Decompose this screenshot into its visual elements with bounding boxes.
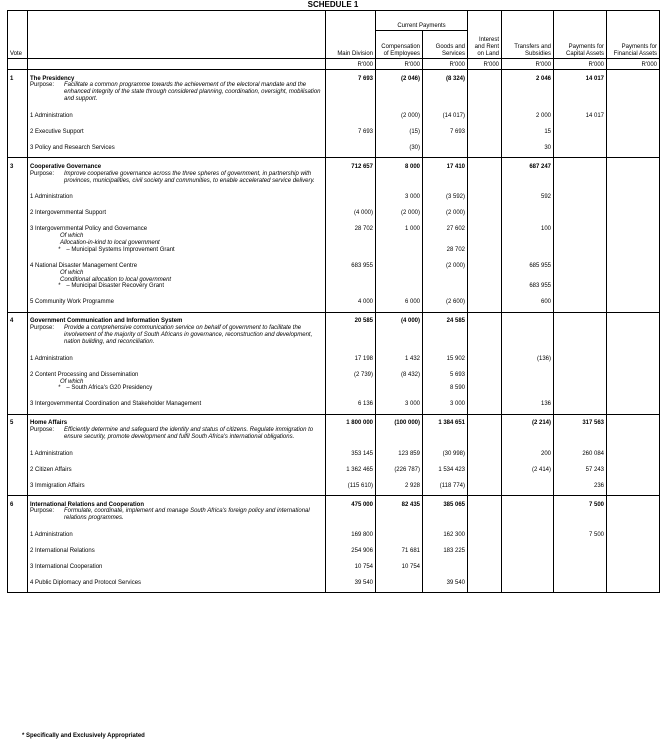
value-cell: 4 000	[326, 299, 376, 306]
vote-number: 3	[8, 164, 28, 171]
value-cell: 1 000	[376, 226, 423, 233]
vote-name: The Presidency	[28, 76, 326, 83]
value-cell	[502, 210, 554, 217]
value-cell	[326, 113, 376, 120]
value-cell	[376, 580, 423, 587]
value-cell: 1 384 651	[423, 420, 468, 427]
vote-name: Cooperative Governance	[28, 164, 326, 171]
value-cell: (4 000)	[326, 210, 376, 217]
value-cell	[468, 401, 502, 408]
value-cell	[423, 564, 468, 571]
programme-label: 3 International Cooperation	[28, 564, 326, 571]
value-cell: 2 046	[502, 76, 554, 83]
value-cell	[326, 247, 376, 254]
value-cell: 712 657	[326, 164, 376, 171]
value-cell: 8 000	[376, 164, 423, 171]
value-cell: 6 136	[326, 401, 376, 408]
purpose-label: Purpose:	[30, 508, 55, 515]
programme-row	[8, 145, 660, 152]
value-cell: 1 362 465	[326, 467, 376, 474]
programme-row	[8, 532, 660, 539]
value-cell	[468, 194, 502, 201]
value-cell	[502, 548, 554, 555]
programme-label: 4 Public Diplomacy and Protocol Services	[28, 580, 326, 587]
value-cell: 14 017	[554, 76, 607, 83]
value-cell: (226 787)	[376, 467, 423, 474]
value-cell	[423, 145, 468, 152]
value-cell	[607, 129, 660, 136]
programme-row	[8, 226, 660, 233]
capital-assets-header: Payments for Capital Assets	[554, 11, 607, 59]
value-cell: (2 414)	[502, 467, 554, 474]
value-cell: 2 000	[502, 113, 554, 120]
programme-label: 3 Intergovernmental Coordination and Stakeholder Management	[28, 401, 326, 408]
value-cell	[607, 385, 660, 392]
value-cell: 7 500	[554, 502, 607, 509]
value-cell: (100 000)	[376, 420, 423, 427]
vote-row	[8, 76, 660, 83]
value-cell	[607, 318, 660, 325]
programme-label: 1 Administration	[28, 356, 326, 363]
value-cell	[554, 194, 607, 201]
value-cell	[607, 532, 660, 539]
value-cell	[468, 451, 502, 458]
vote-purpose	[28, 82, 326, 103]
value-cell	[468, 532, 502, 539]
goods-services-header: Goods and Services	[423, 31, 468, 59]
value-cell	[607, 283, 660, 290]
value-cell	[326, 283, 376, 290]
transfers-header: Transfers and Subsidies	[502, 11, 554, 59]
value-cell	[607, 263, 660, 270]
value-cell: 260 084	[554, 451, 607, 458]
value-cell: 254 906	[326, 548, 376, 555]
current-payments-header: Current Payments	[376, 11, 468, 31]
sub-label	[28, 270, 326, 277]
sub-text: Of which	[60, 269, 84, 276]
value-cell: 2 928	[376, 483, 423, 490]
value-cell	[607, 467, 660, 474]
value-cell: 30	[502, 145, 554, 152]
interest-header: Interest and Rent on Land	[468, 11, 502, 59]
value-cell	[607, 420, 660, 427]
value-cell	[554, 299, 607, 306]
value-cell: 6 000	[376, 299, 423, 306]
value-cell: (2 000)	[423, 210, 468, 217]
value-cell: (2 214)	[502, 420, 554, 427]
programme-row	[8, 467, 660, 474]
programme-label: 3 Immigration Affairs	[28, 483, 326, 490]
sub-text: Of which	[60, 378, 84, 385]
programme-row	[8, 483, 660, 490]
programme-label: 2 International Relations	[28, 548, 326, 555]
value-cell: 14 017	[554, 113, 607, 120]
value-cell: 5 693	[423, 372, 468, 379]
main-division-header: Main Division	[326, 11, 376, 59]
programme-row	[8, 401, 660, 408]
value-cell: (115 610)	[326, 483, 376, 490]
value-cell: (30 998)	[423, 451, 468, 458]
value-cell: (2 739)	[326, 372, 376, 379]
programme-label: 5 Community Work Programme	[28, 299, 326, 306]
value-cell	[468, 76, 502, 83]
vote-row	[8, 164, 660, 171]
unit-label: R'000	[554, 59, 607, 70]
value-cell	[376, 532, 423, 539]
vote-name: International Relations and Cooperation	[28, 502, 326, 509]
value-cell: 353 145	[326, 451, 376, 458]
value-cell	[554, 385, 607, 392]
sub-label	[28, 277, 326, 284]
value-cell	[607, 113, 660, 120]
value-cell	[376, 283, 423, 290]
value-cell	[468, 299, 502, 306]
programme-label: 3 Intergovernmental Policy and Governance	[28, 226, 326, 233]
value-cell	[502, 580, 554, 587]
value-cell	[554, 145, 607, 152]
programme-label: 1 Administration	[28, 113, 326, 120]
programme-row	[8, 299, 660, 306]
sub-row	[8, 270, 660, 277]
programme-row	[8, 580, 660, 587]
sub-row	[8, 277, 660, 284]
value-cell	[468, 283, 502, 290]
value-cell: 7 693	[326, 76, 376, 83]
purpose-label: Purpose:	[30, 82, 55, 89]
value-cell	[502, 502, 554, 509]
value-cell	[554, 548, 607, 555]
financial-assets-header: Payments for Financial Assets	[607, 11, 660, 59]
programme-row	[8, 451, 660, 458]
value-cell: (2 600)	[423, 299, 468, 306]
unit-label: R'000	[607, 59, 660, 70]
value-cell	[607, 164, 660, 171]
value-cell	[502, 532, 554, 539]
value-cell: 683 955	[502, 283, 554, 290]
value-cell	[554, 283, 607, 290]
sub-label	[28, 379, 326, 386]
sub-label	[28, 233, 326, 240]
value-cell: 15	[502, 129, 554, 136]
value-cell: 200	[502, 451, 554, 458]
value-cell: 385 065	[423, 502, 468, 509]
vote-purpose	[28, 427, 326, 441]
value-cell: (30)	[376, 145, 423, 152]
value-cell	[468, 210, 502, 217]
value-cell: 317 563	[554, 420, 607, 427]
value-cell: 17 198	[326, 356, 376, 363]
value-cell: 236	[554, 483, 607, 490]
value-cell: 123 859	[376, 451, 423, 458]
value-cell	[607, 502, 660, 509]
value-cell	[502, 564, 554, 571]
value-cell: 3 000	[376, 194, 423, 201]
value-cell: 7 693	[423, 129, 468, 136]
programme-row	[8, 372, 660, 379]
value-cell	[468, 385, 502, 392]
value-cell	[607, 247, 660, 254]
sub-label	[28, 240, 326, 247]
vote-row	[8, 420, 660, 427]
value-cell	[554, 580, 607, 587]
value-cell	[468, 113, 502, 120]
programme-row	[8, 263, 660, 270]
purpose-label: Purpose:	[30, 325, 55, 332]
vote-purpose	[28, 508, 326, 522]
value-cell: 27 602	[423, 226, 468, 233]
purpose-label: Purpose:	[30, 170, 55, 177]
value-cell	[376, 385, 423, 392]
value-cell	[607, 210, 660, 217]
value-cell	[468, 548, 502, 555]
value-cell	[554, 164, 607, 171]
value-cell: (15)	[376, 129, 423, 136]
value-cell	[468, 420, 502, 427]
value-cell: (3 592)	[423, 194, 468, 201]
unit-label: R'000	[468, 59, 502, 70]
value-cell	[468, 145, 502, 152]
programme-label: 1 Administration	[28, 194, 326, 201]
value-cell	[468, 129, 502, 136]
value-cell	[607, 564, 660, 571]
vote-number: 5	[8, 420, 28, 427]
value-cell	[326, 145, 376, 152]
value-cell	[468, 226, 502, 233]
value-cell	[554, 318, 607, 325]
value-cell: (14 017)	[423, 113, 468, 120]
programme-label: 2 Citizen Affairs	[28, 467, 326, 474]
schedule-title: SCHEDULE 1	[307, 0, 359, 9]
programme-row	[8, 194, 660, 201]
purpose-text: Improve cooperative governance across the three spheres of government, in partnership with provinces, municipalities, civil society and communities, to enable accelerated service delivery.	[64, 170, 315, 184]
value-cell: 39 540	[326, 580, 376, 587]
value-cell: 17 410	[423, 164, 468, 171]
programme-label: 2 Intergovernmental Support	[28, 210, 326, 217]
unit-label: R'000	[326, 59, 376, 70]
purpose-text: Provide a comprehensive communication service on behalf of government to facilitate the involvement of the majority of South Africans in governance, reconstruction and development, nation building, and reconciliation.	[64, 325, 313, 345]
value-cell	[502, 247, 554, 254]
value-cell	[468, 580, 502, 587]
value-cell: 1 800 000	[326, 420, 376, 427]
vote-name: Home Affairs	[28, 420, 326, 427]
value-cell	[554, 356, 607, 363]
sub-row	[8, 247, 660, 254]
value-cell: (8 324)	[423, 76, 468, 83]
value-cell	[502, 385, 554, 392]
value-cell: (2 000)	[423, 263, 468, 270]
value-cell: 592	[502, 194, 554, 201]
value-cell	[468, 318, 502, 325]
vote-number: 4	[8, 318, 28, 325]
purpose-text: Facilitate a common programme towards the achievement of the electoral mandate and the enhanced integrity of the state through considered planning, coordination, oversight, mobilisation and support.	[64, 82, 321, 103]
value-cell	[468, 263, 502, 270]
value-cell	[326, 385, 376, 392]
appropriation-star: *	[58, 283, 61, 290]
value-cell	[607, 226, 660, 233]
value-cell: 28 702	[423, 247, 468, 254]
vote-row	[8, 318, 660, 325]
sub-row	[8, 240, 660, 247]
schedule-table	[7, 10, 660, 593]
value-cell	[502, 372, 554, 379]
value-cell	[554, 564, 607, 571]
value-cell	[468, 467, 502, 474]
value-cell	[423, 283, 468, 290]
value-cell	[607, 356, 660, 363]
programme-label: 2 Content Processing and Dissemination	[28, 372, 326, 379]
value-cell: 15 902	[423, 356, 468, 363]
vote-number: 1	[8, 76, 28, 83]
value-cell	[554, 401, 607, 408]
value-cell	[468, 356, 502, 363]
sub-text: Of which	[60, 233, 84, 240]
vote-number: 6	[8, 502, 28, 509]
sub-row	[8, 283, 660, 290]
value-cell	[502, 318, 554, 325]
value-cell: 39 540	[423, 580, 468, 587]
value-cell: 20 585	[326, 318, 376, 325]
value-cell: 600	[502, 299, 554, 306]
programme-label: 4 National Disaster Management Centre	[28, 263, 326, 270]
value-cell: 136	[502, 401, 554, 408]
value-cell: 28 702	[326, 226, 376, 233]
value-cell: 7 693	[326, 129, 376, 136]
value-cell	[468, 483, 502, 490]
value-cell: 57 243	[554, 467, 607, 474]
sub-row	[8, 379, 660, 386]
vote-row	[8, 502, 660, 509]
value-cell: 169 800	[326, 532, 376, 539]
programme-label: 3 Policy and Research Services	[28, 145, 326, 152]
value-cell	[607, 580, 660, 587]
value-cell: 685 955	[502, 263, 554, 270]
sub-text: Conditional allocation to local government	[60, 276, 172, 283]
value-cell: 183 225	[423, 548, 468, 555]
value-cell: 100	[502, 226, 554, 233]
value-cell	[554, 129, 607, 136]
value-cell: 3 000	[376, 401, 423, 408]
programme-label: 1 Administration	[28, 451, 326, 458]
vote-purpose	[28, 171, 326, 185]
compensation-header: Compensation of Employees	[376, 31, 423, 59]
value-cell: (2 000)	[376, 210, 423, 217]
value-cell	[376, 247, 423, 254]
value-cell	[554, 263, 607, 270]
value-cell	[607, 299, 660, 306]
value-cell	[607, 145, 660, 152]
vote-name: Government Communication and Information System	[28, 318, 326, 325]
sub-text: – Municipal Systems Improvement Grant	[66, 246, 175, 253]
programme-label: 2 Executive Support	[28, 129, 326, 136]
value-cell	[607, 76, 660, 83]
value-cell: 8 590	[423, 385, 468, 392]
value-cell	[376, 263, 423, 270]
sub-text: Allocation-in-kind to local government	[60, 239, 160, 246]
purpose-label: Purpose:	[30, 427, 55, 434]
value-cell: 687 247	[502, 164, 554, 171]
value-cell: (2 000)	[376, 113, 423, 120]
value-cell: 1 432	[376, 356, 423, 363]
value-cell	[607, 483, 660, 490]
purpose-text: Efficiently determine and safeguard the identity and status of citizens. Regulate immigration to ensure security, promote development and fulfil South Africa's international obligations.	[64, 427, 314, 440]
purpose-text: Formulate, coordinate, implement and manage South Africa's foreign policy and international relations programmes.	[64, 508, 310, 522]
unit-label: R'000	[502, 59, 554, 70]
programme-row	[8, 210, 660, 217]
sub-row	[8, 233, 660, 240]
programme-row	[8, 564, 660, 571]
value-cell	[468, 247, 502, 254]
vote-purpose	[28, 325, 326, 346]
appropriation-star: *	[58, 385, 61, 392]
value-cell: 475 000	[326, 502, 376, 509]
value-cell: (136)	[502, 356, 554, 363]
value-cell: 10 754	[326, 564, 376, 571]
sub-text: – South Africa's G20 Presidency	[66, 385, 153, 392]
value-cell: (2 046)	[376, 76, 423, 83]
value-cell	[607, 451, 660, 458]
value-cell: 3 000	[423, 401, 468, 408]
sub-row	[8, 385, 660, 392]
value-cell: 7 500	[554, 532, 607, 539]
value-cell: 24 585	[423, 318, 468, 325]
value-cell	[554, 226, 607, 233]
value-cell	[468, 372, 502, 379]
value-cell	[607, 401, 660, 408]
value-cell	[607, 372, 660, 379]
value-cell	[607, 194, 660, 201]
value-cell: (118 774)	[423, 483, 468, 490]
schedule-body	[8, 70, 660, 593]
sub-label	[28, 247, 326, 254]
value-cell: 683 955	[326, 263, 376, 270]
value-cell: 10 754	[376, 564, 423, 571]
sub-text: – Municipal Disaster Recovery Grant	[66, 283, 165, 290]
value-cell	[468, 564, 502, 571]
value-cell	[607, 548, 660, 555]
value-cell: 71 681	[376, 548, 423, 555]
appropriation-star: *	[58, 246, 61, 253]
value-cell	[468, 164, 502, 171]
value-cell	[554, 247, 607, 254]
value-cell	[502, 483, 554, 490]
value-cell	[468, 502, 502, 509]
value-cell: (4 000)	[376, 318, 423, 325]
value-cell: (8 432)	[376, 372, 423, 379]
footnote: * Specifically and Exclusively Appropriated	[22, 733, 145, 739]
unit-label: R'000	[376, 59, 423, 70]
value-cell	[554, 372, 607, 379]
programme-row	[8, 129, 660, 136]
programme-row	[8, 548, 660, 555]
unit-label: R'000	[423, 59, 468, 70]
value-cell: 1 534 423	[423, 467, 468, 474]
value-cell: 82 435	[376, 502, 423, 509]
sub-label	[28, 385, 326, 392]
programme-row	[8, 356, 660, 363]
value-cell	[554, 210, 607, 217]
programme-row	[8, 113, 660, 120]
sub-label	[28, 283, 326, 290]
programme-label: 1 Administration	[28, 532, 326, 539]
value-cell	[326, 194, 376, 201]
vote-header: Vote	[8, 11, 28, 59]
value-cell: 162 300	[423, 532, 468, 539]
